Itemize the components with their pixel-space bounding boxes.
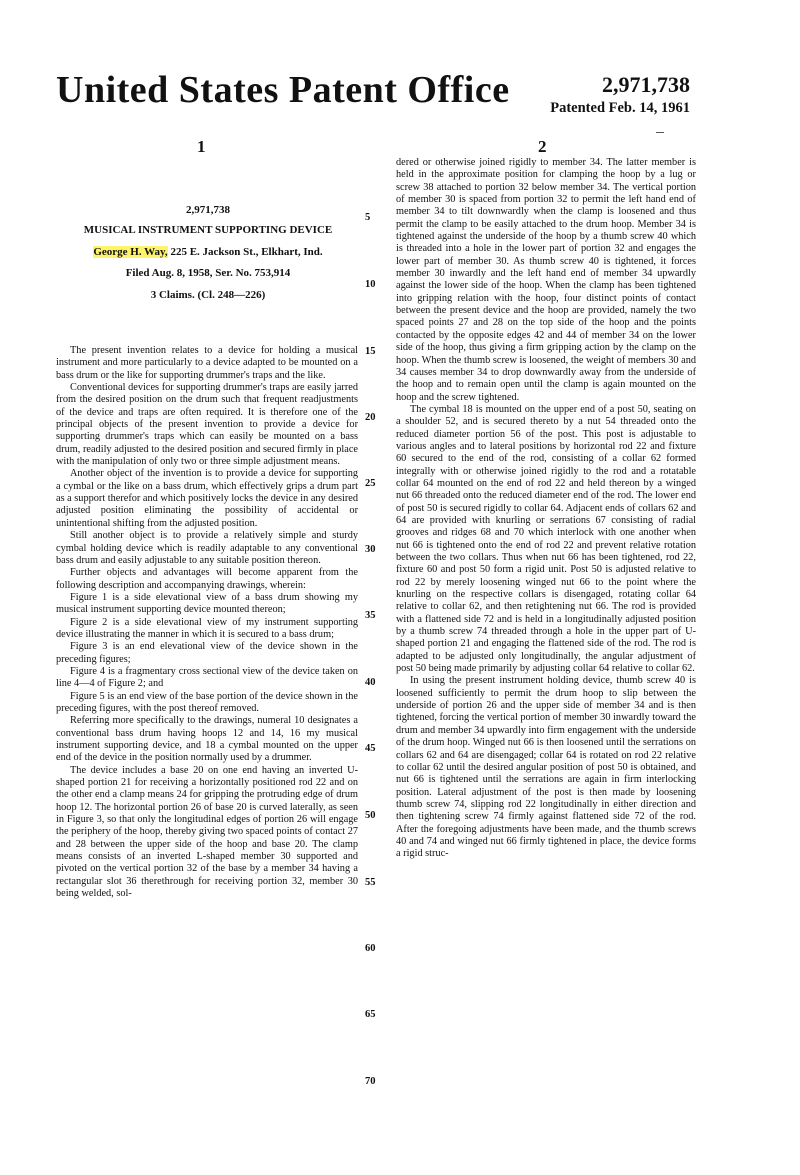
- inventor-address: 225 E. Jackson St., Elkhart, Ind.: [167, 246, 323, 258]
- paragraph: Still another object is to provide a relatively simple and sturdy cymbal holding device which is readily adaptable to any conventional bass drum and easily adjustable to any suitable position thereon.: [56, 530, 358, 566]
- line-number: 55: [365, 877, 376, 888]
- line-number: 70: [365, 1076, 376, 1087]
- line-number: 60: [365, 943, 376, 954]
- line-number: 50: [365, 810, 376, 821]
- column-number-left: 1: [197, 137, 206, 156]
- patent-date: Patented Feb. 14, 1961: [550, 100, 690, 116]
- paragraph: Figure 5 is an end view of the base portion of the device shown in the preceding figures, with the post thereof removed.: [56, 690, 358, 714]
- column-right-text: [396, 157, 696, 861]
- inventor-line: [56, 246, 360, 258]
- front-patent-number: 2,971,738: [186, 204, 230, 216]
- line-number: 10: [365, 279, 376, 290]
- paragraph: The present invention relates to a device for holding a musical instrument and more particularly to a device adapted to be mounted on a bass drum or the like for supporting drummer's traps and the like.: [56, 345, 358, 381]
- line-number: 15: [365, 346, 376, 357]
- paragraph: The device includes a base 20 on one end having an inverted U-shaped portion 21 for receiving a horizontally positioned rod 22 and on the other end a clamp means 24 for gripping the protruding edge of drum hoop 12. The horizontal portion 26 of base 20 is curved laterally, as seen in Figure 3, so that only the longitudinal edges of portion 26 will engage the periphery of the hoop, thereby giving two spaced points of contact 27 and 28 between the upper side of the hoop and base 20. The clamp means consists of an inverted L-shaped member 30 supported and pivoted on the vertical portion 32 of the base by a member 34 having a rectangular slot 36 therethrough for receiving portion 32, member 30 being welded, sol-: [56, 764, 358, 900]
- office-title: United States Patent Office: [56, 69, 510, 111]
- paragraph: Figure 1 is a side elevational view of a bass drum showing my musical instrument supporting device mounted thereon;: [56, 591, 358, 616]
- line-number: 25: [365, 478, 376, 489]
- line-number: 5: [365, 212, 371, 223]
- claims-info: 3 Claims. (Cl. 248—226): [150, 289, 266, 301]
- column-left-text: [56, 345, 358, 900]
- line-number: 20: [365, 412, 376, 423]
- invention-title: MUSICAL INSTRUMENT SUPPORTING DEVICE: [83, 224, 333, 236]
- paragraph: dered or otherwise joined rigidly to member 34. The latter member is held in the approximate position for clamping the hoop by a lug or screw 38 attached to portion 32 below member 34. The vertical portion of member 30 is spaced from portion 32 to permit the left hand end of member 34 to tilt downwardly when the clamp is loosened and thus permit the clamp to be easily attached to the drum hoop. Member 34 is tightened against the underside of the hoop by a thumb screw 40 which is threaded into a hole in the lower part of portion 32 and engages the lower part of member 30. As thumb screw 40 is tightened, it forces member 30 inwardly and the left hand end of member 34 upwardly against the lower side of the hoop. When the clamp has been tightened into gripping relation with the hoop, four distinct points of contact between the present device and the hoop are provided, namely the two spaced points 27 and 28 on the top side of the hoop and the points contacted by the opposite edges 42 and 44 of member 34 on the lower side of the hoop, thus giving a firm gripping action by the clamp on the hoop. When the thumb screw is loosened, the weight of members 30 and 34 causes member 34 to drop downwardly away from the underside of the hoop and to remain open until the clamp is again mounted on the hoop and the screw tightened.: [396, 157, 696, 403]
- margin-mark: [656, 132, 664, 133]
- paragraph: In using the present instrument holding device, thumb screw 40 is loosened sufficiently to permit the drum hoop to slip between the underside of portion 26 and the upper side of member 34 and is then tightened, forcing the vertical portion of member 30 inwardly toward the drum and member 34 upwardly into firm engagement with the underside of the drum hoop. Winged nut 66 is then loosened until the serrations on collars 62 and 64 are disengaged; collar 64 is rotated on rod 22 relative to collar 62 until the desired angular position of post 50 is obtained, and nut 66 is tightened until the serrations are again in firm interlocking position. Lateral adjustment of the post is then made by loosening thumb screw 74, slipping rod 22 longitudinally in either direction and then tightening screw 74 firmly against flattened side 72 of the rod. After the foregoing adjustments have been made, and the thumb screws 40 and 74 and winged nut 66 firmly tightened in place, the device forms a rigid struc-: [396, 675, 696, 860]
- paragraph: Referring more specifically to the drawings, numeral 10 designates a conventional bass drum having hoops 12 and 14, 16 my musical instrument supporting device, and 18 a cymbal mounted on the upper end of the device in the position normally used by a drummer.: [56, 715, 358, 764]
- paragraph: Conventional devices for supporting drummer's traps are easily jarred from the desired position on the drum such that frequent readjustments of the device and traps are often required. It is therefore one of the principal objects of the present invention to provide a device for supporting drummer's traps which can easily be mounted on a bass drum, readily adjusted to the desired position and secured firmly in place with the manipulation of only two or three simple adjustment means.: [56, 382, 358, 468]
- paragraph: The cymbal 18 is mounted on the upper end of a post 50, seating on a shoulder 52, and is secured thereto by a nut 54 threaded onto the reduced diameter portion 56 of the post. This post is adjustable to various angles and to lateral positions by horizontal rod 22 and fixture 60 secured to the end of the rod, consisting of a collar 62 formed integrally with or otherwise joined rigidly to the rod and a rotatable collar 64 mounted on the end of rod 22 and held thereon by a winged nut 66 threaded onto the reduced diameter end of the rod. The lower end of post 50 is secured rigidly to collar 64. Adjacent ends of collars 62 and 64 are provided with knurling or serrations 67 consisting of radial grooves and ridges 68 and 70 which interlock with one another when nut 66 is tightened onto the end of rod 22 and prevent relative rotation between the two collars. Thus when nut 66 has been tightened, rod 22, fixture 60 and post 50 form a rigid unit. Post 50 is adjusted relative to rod 22 by merely loosening winged nut 66 to the point where the knurling on the respective collars is disengaged, rotating collar 64 relative to collar 62, and then retightening nut 66. The rod is provided with a flattened side 72 and is held in a longitudinally adjusted position by a thumb screw 74 threaded through a hole in the upper part of U-shaped portion 21 and engaging the flattened side of the rod. The rod is adapted to be adjusted only longitudinally, the angular adjustment of post 50 being made primarily by adjusting collar 64 relative to collar 62.: [396, 403, 696, 675]
- line-number: 45: [365, 743, 376, 754]
- paragraph: Figure 2 is a side elevational view of my instrument supporting device illustrating the manner in which it is secured to a bass drum;: [56, 616, 358, 640]
- inventor-name: George H. Way,: [93, 246, 168, 258]
- column-number-right: 2: [538, 137, 547, 156]
- paragraph: Figure 3 is an end elevational view of the device shown in the preceding figures;: [56, 641, 358, 665]
- paragraph: Further objects and advantages will become apparent from the following description and accompanying drawings, wherein:: [56, 567, 358, 591]
- line-number: 30: [365, 544, 376, 555]
- paragraph: Figure 4 is a fragmentary cross sectional view of the device taken on line 4—4 of Figure 2; and: [56, 665, 358, 690]
- patent-number: 2,971,738: [602, 72, 690, 97]
- filing-info: Filed Aug. 8, 1958, Ser. No. 753,914: [125, 267, 291, 279]
- line-number: 35: [365, 610, 376, 621]
- line-number: 40: [365, 677, 376, 688]
- paragraph: Another object of the invention is to provide a device for supporting a cymbal or the like on a bass drum, which effectively grips a drum part as a support therefor and which positively locks the device in any desired adjusted position eliminating the possibility of accidental or unintentional shifting from the adjusted position.: [56, 468, 358, 529]
- line-number: 65: [365, 1009, 376, 1020]
